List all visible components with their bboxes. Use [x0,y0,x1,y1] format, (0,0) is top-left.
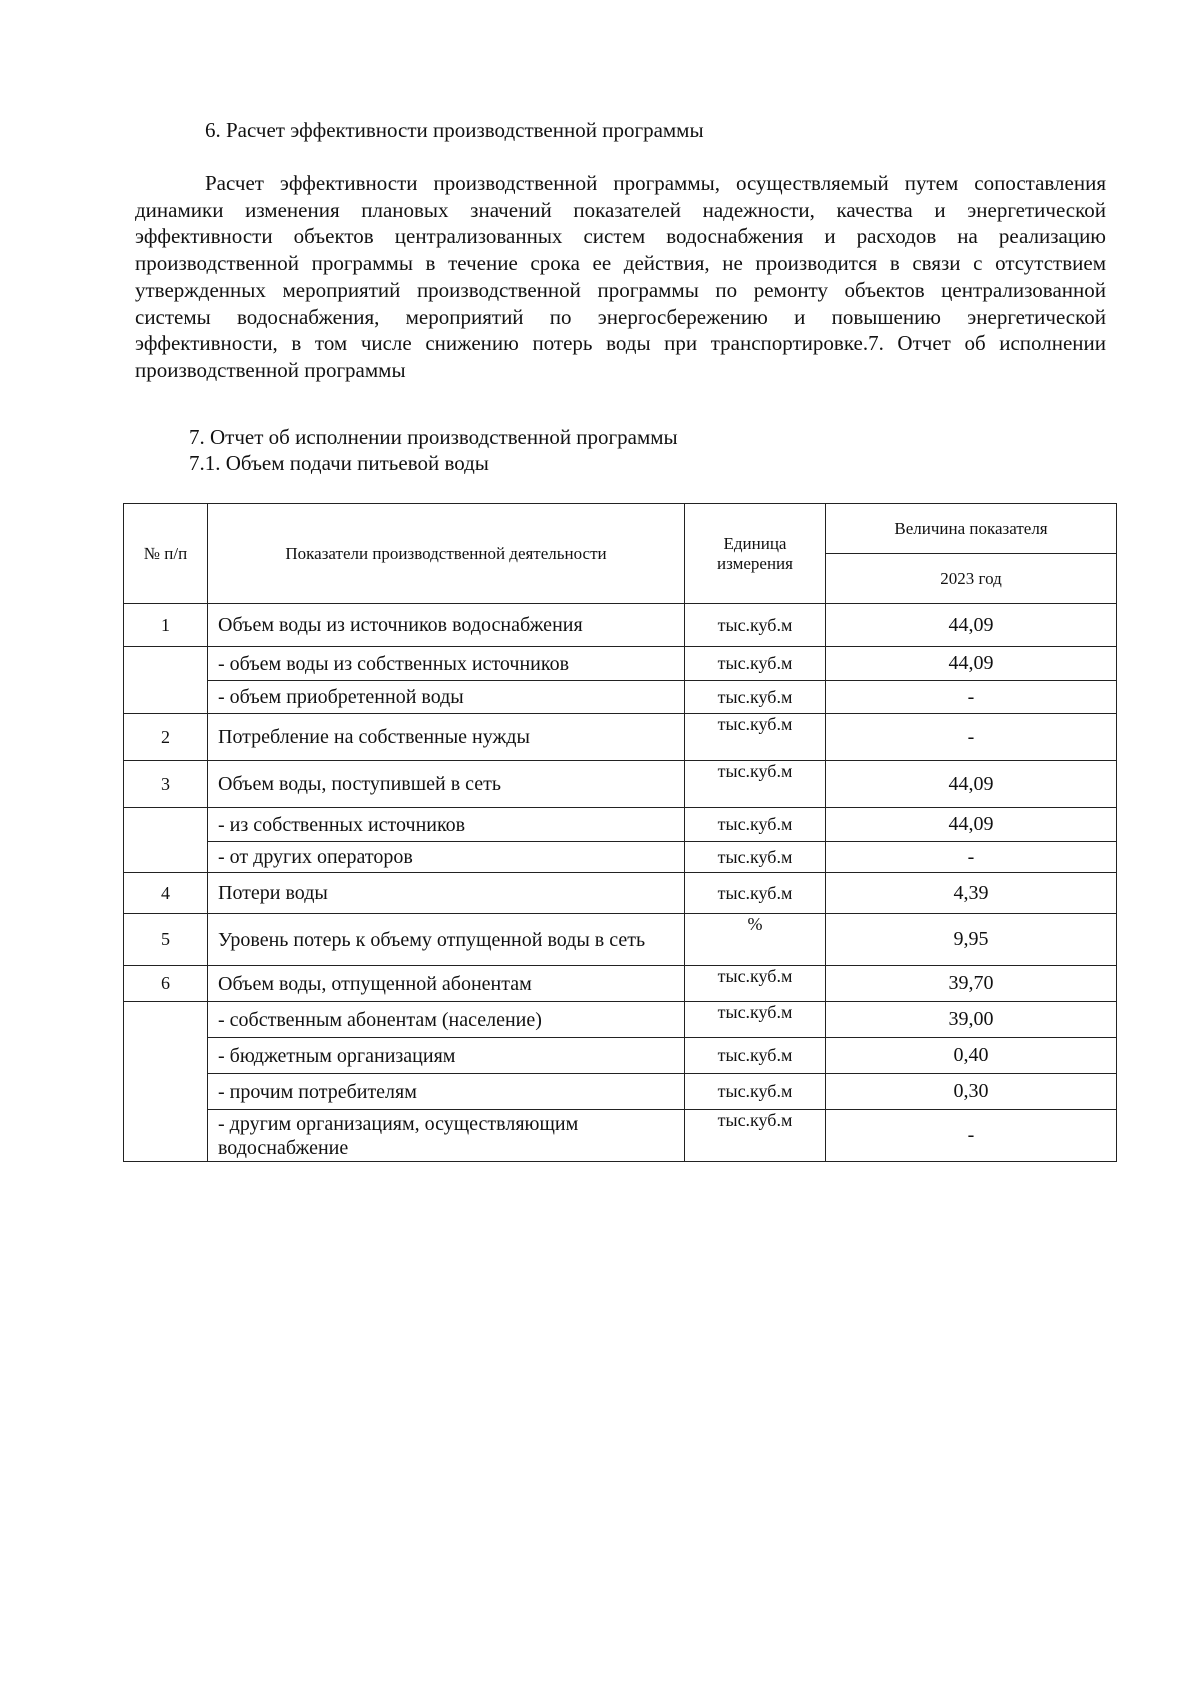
table-row [124,914,1117,966]
table-row [124,1110,1117,1162]
row-unit: тыс.куб.м [685,873,826,914]
row-indicator: - объем воды из собственных источников [208,647,685,681]
row-unit: тыс.куб.м [685,966,826,1002]
table-row [124,681,1117,714]
header-value-group: Величина показателя [826,504,1117,554]
row-unit: тыс.куб.м [685,1002,826,1038]
row-indicator: Объем воды из источников водоснабжения [208,604,685,647]
row-unit: тыс.куб.м [685,681,826,714]
header-no: № п/п [124,504,208,604]
water-supply-table [123,503,1117,1162]
row-indicator: - бюджетным организациям [208,1038,685,1074]
row-no: 2 [124,714,208,761]
row-value: - [826,842,1117,873]
row-value: 39,00 [826,1002,1117,1038]
header-indicator: Показатели производственной деятельности [208,504,685,604]
row-unit: тыс.куб.м [685,1110,826,1162]
row-indicator: - другим организациям, осуществляющим водоснабжение [208,1110,685,1162]
table-row [124,1074,1117,1110]
row-indicator: - прочим потребителям [208,1074,685,1110]
header-unit: Единица измерения [685,504,826,604]
table-row [124,714,1117,761]
row-no [124,808,208,873]
row-value: 4,39 [826,873,1117,914]
row-indicator: Потери воды [208,873,685,914]
row-indicator: Уровень потерь к объему отпущенной воды в сеть [208,914,685,966]
row-indicator: Объем воды, поступившей в сеть [208,761,685,808]
row-value: 0,40 [826,1038,1117,1074]
row-indicator: Объем воды, отпущенной абонентам [208,966,685,1002]
row-unit: тыс.куб.м [685,1074,826,1110]
row-value: - [826,714,1117,761]
section-6-paragraph: Расчет эффективности производственной программы, осуществляемый путем сопоставления динамики изменения плановых значений показателей надежности, качества и энергетической эффективности объектов централизованных систем водоснабжения и расходов на реализацию производственной программы в течение срока ее действия, не производится в связи с отсутствием утвержденных мероприятий производственной программы по ремонту объектов централизованной системы водоснабжения, мероприятий по энергосбережению и повышению энергетической эффективности, в том числе снижению потерь воды при транспортировке.7. Отчет об исполнении производственной программы [135,171,1106,382]
table-row [124,873,1117,914]
row-unit: тыс.куб.м [685,842,826,873]
table-row [124,761,1117,808]
row-unit: тыс.куб.м [685,604,826,647]
table-row [124,808,1117,842]
row-indicator: - от других операторов [208,842,685,873]
row-value: 44,09 [826,647,1117,681]
section-6-title: 6. Расчет эффективности производственной программы [205,118,704,142]
row-value: 44,09 [826,761,1117,808]
header-year: 2023 год [826,554,1117,604]
row-value: 9,95 [826,914,1117,966]
table-row [124,647,1117,681]
section-7-title: 7. Отчет об исполнении производственной программы [189,425,678,449]
table-row [124,966,1117,1002]
table-row [124,842,1117,873]
row-unit: тыс.куб.м [685,808,826,842]
row-value: 0,30 [826,1074,1117,1110]
row-indicator: - собственным абонентам (население) [208,1002,685,1038]
row-value: - [826,681,1117,714]
row-unit: тыс.куб.м [685,761,826,808]
row-value: 44,09 [826,808,1117,842]
row-unit: тыс.куб.м [685,1038,826,1074]
row-indicator: - из собственных источников [208,808,685,842]
row-unit: тыс.куб.м [685,647,826,681]
row-unit: % [685,914,826,966]
row-no [124,647,208,714]
row-no: 4 [124,873,208,914]
section-7-1-subtitle: 7.1. Объем подачи питьевой воды [189,451,489,475]
row-indicator: Потребление на собственные нужды [208,714,685,761]
row-no [124,1002,208,1162]
row-no: 5 [124,914,208,966]
row-no: 3 [124,761,208,808]
row-no: 6 [124,966,208,1002]
row-value: 44,09 [826,604,1117,647]
row-indicator: - объем приобретенной воды [208,681,685,714]
row-unit: тыс.куб.м [685,714,826,761]
row-value: 39,70 [826,966,1117,1002]
table-row [124,604,1117,647]
row-value: - [826,1110,1117,1162]
row-no: 1 [124,604,208,647]
table-row [124,1038,1117,1074]
table-row [124,1002,1117,1038]
